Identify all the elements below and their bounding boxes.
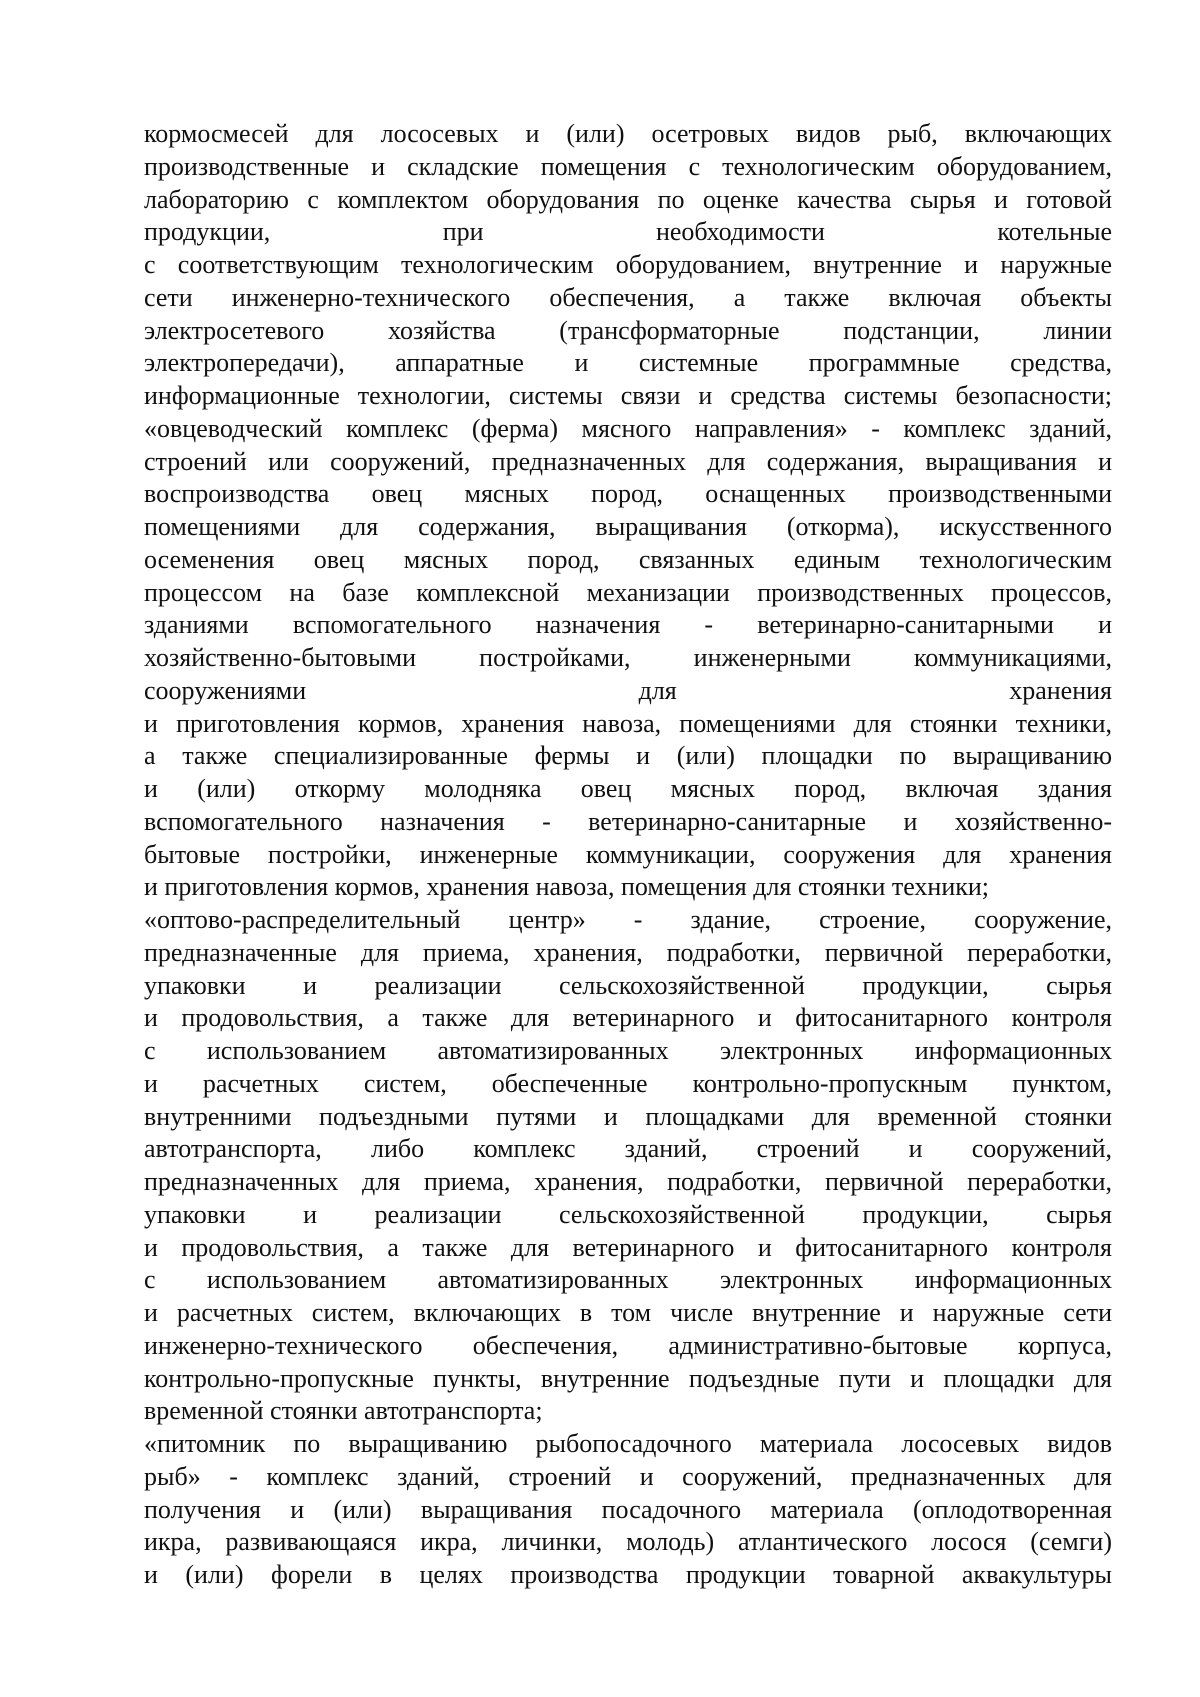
text-line: и приготовления кормов, хранения навоза, помещения для стоянки техники; <box>144 872 990 902</box>
text-line: лабораторию с комплектом оборудования по оценке качества сырья и готовой <box>144 184 1112 214</box>
text-line: инженерно-технического обеспечения, административно-бытовые корпуса, <box>144 1330 1112 1360</box>
text-line: с использованием автоматизированных электронных информационных <box>144 1036 1112 1065</box>
text-line: и продовольствия, а также для ветеринарного и фитосанитарного контроля <box>144 1003 1112 1033</box>
text-line: «питомник по выращиванию рыбопосадочного материала лососевых видов <box>144 1429 1112 1458</box>
text-line: строений или сооружений, предназначенных для содержания, выращивания и <box>144 446 1112 476</box>
text-line: вспомогательного назначения - ветеринарно-санитарные и хозяйственно- <box>144 806 1112 836</box>
text-line: упаковки и реализации сельскохозяйственной продукции, сырья <box>144 1199 1112 1229</box>
text-line: и расчетных систем, включающих в том числе внутренние и наружные сети <box>144 1298 1112 1327</box>
text-line: с использованием автоматизированных электронных информационных <box>144 1265 1112 1295</box>
document-body-text <box>144 118 1112 1592</box>
text-line: контрольно-пропускные пункты, внутренние подъездные пути и площадки для <box>144 1363 1112 1393</box>
text-line: бытовые постройки, инженерные коммуникации, сооружения для хранения <box>144 839 1112 869</box>
text-line: и (или) форели в целях производства продукции товарной аквакультуры <box>144 1560 1112 1589</box>
text-line: «овцеводческий комплекс (ферма) мясного направления» - комплекс зданий, <box>144 413 1112 443</box>
text-line: упаковки и реализации сельскохозяйственной продукции, сырья <box>144 970 1112 1000</box>
text-line: процессом на базе комплексной механизации производственных процессов, <box>144 577 1112 607</box>
text-line: информационные технологии, системы связи и средства системы безопасности; <box>144 381 1112 410</box>
text-line: предназначенные для приема, хранения, подработки, первичной переработки, <box>144 937 1112 967</box>
text-line: икра, развивающаяся икра, личинки, молодь) атлантического лосося (семги) <box>144 1527 1112 1557</box>
text-line: электросетевого хозяйства (трансформаторные подстанции, линии <box>144 315 1112 345</box>
text-line: рыб» - комплекс зданий, строений и сооружений, предназначенных для <box>144 1461 1112 1491</box>
text-line: временной стоянки автотранспорта; <box>144 1396 543 1426</box>
text-line: продукции, при необходимости котельные <box>144 217 1112 247</box>
text-line: и продовольствия, а также для ветеринарного и фитосанитарного контроля <box>144 1232 1112 1262</box>
text-line: электропередачи), аппаратные и системные программные средства, <box>144 348 1112 378</box>
text-line: помещениями для содержания, выращивания (откорма), искусственного <box>144 512 1112 541</box>
text-line: сети инженерно-технического обеспечения, а также включая объекты <box>144 282 1112 312</box>
text-line: и (или) откорму молодняка овец мясных пород, включая здания <box>144 774 1112 803</box>
text-line: сооружениями для хранения <box>144 675 1112 705</box>
text-line: производственные и складские помещения с технологическим оборудованием, <box>144 151 1112 181</box>
text-line: осеменения овец мясных пород, связанных единым технологическим <box>144 544 1112 574</box>
text-line: с соответствующим технологическим оборудованием, внутренние и наружные <box>144 250 1112 279</box>
text-line: воспроизводства овец мясных пород, оснащенных производственными <box>144 479 1112 509</box>
text-line: зданиями вспомогательного назначения - ветеринарно-санитарными и <box>144 610 1112 640</box>
text-line: автотранспорта, либо комплекс зданий, строений и сооружений, <box>144 1134 1112 1164</box>
text-line: «оптово-распределительный центр» - здание, строение, сооружение, <box>144 905 1112 934</box>
text-line: предназначенных для приема, хранения, подработки, первичной переработки, <box>144 1167 1112 1196</box>
text-line: кормосмесей для лососевых и (или) осетровых видов рыб, включающих <box>144 119 1112 148</box>
text-line: хозяйственно-бытовыми постройками, инженерными коммуникациями, <box>144 643 1112 672</box>
text-line: внутренними подъездными путями и площадками для временной стоянки <box>144 1101 1112 1131</box>
text-line: и приготовления кормов, хранения навоза, помещениями для стоянки техники, <box>144 708 1112 738</box>
text-line: а также специализированные фермы и (или) площадки по выращиванию <box>144 741 1112 771</box>
text-line: и расчетных систем, обеспеченные контрольно-пропускным пунктом, <box>144 1068 1112 1098</box>
text-line: получения и (или) выращивания посадочного материала (оплодотворенная <box>144 1494 1112 1524</box>
